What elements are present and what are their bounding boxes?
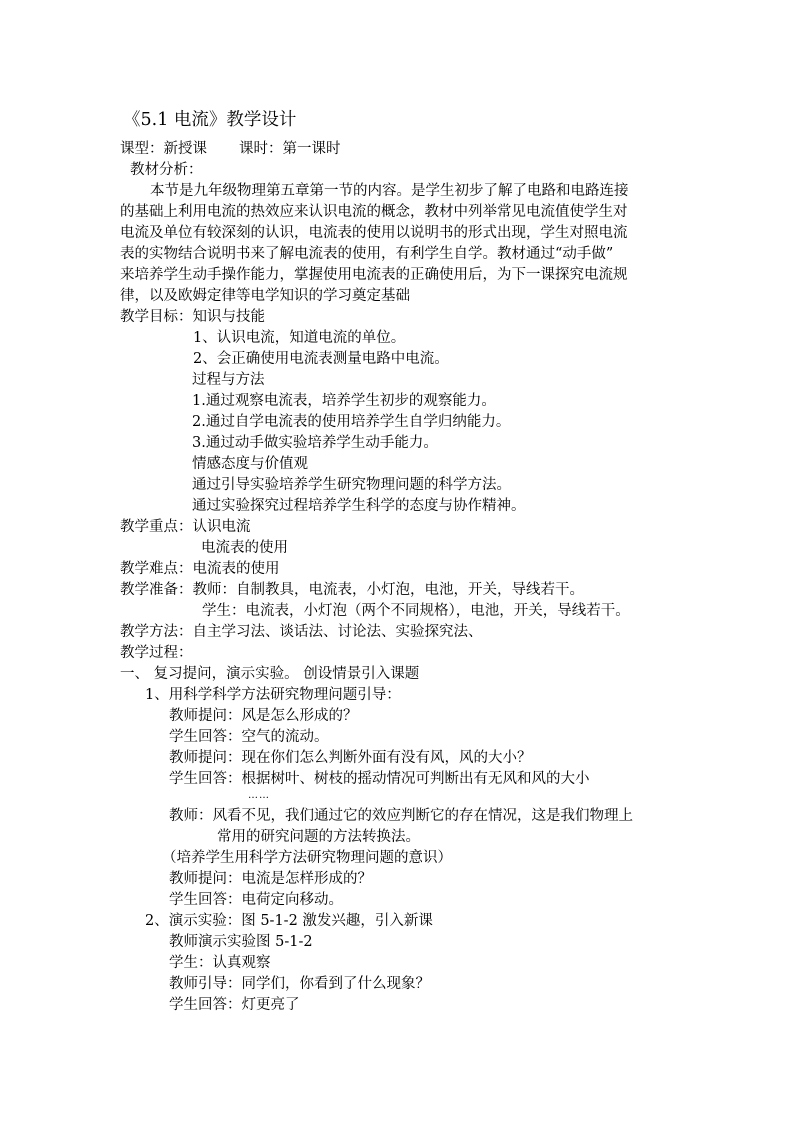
prep-student: 学生：电流表，小灯泡（两个不同规格），电池，开关，导线若干。 [202, 603, 630, 619]
dialog-line: 教师引导：同学们，你看到了什么现象？ [169, 976, 430, 992]
analysis-line: 表的实物结合说明书来了解电流表的使用，有利学生自学。教材通过“动手做” [120, 246, 614, 262]
goal-item: 2.通过自学电流表的使用培养学生自学归纳能力。 [192, 414, 511, 430]
teacher-note: 教师：风看不见，我们通过它的效应判断它的存在情况，这是我们物理上 [169, 808, 633, 824]
prep-teacher: 教学准备：教师：自制教具，电流表，小灯泡，电池，开关，导线若干。 [120, 582, 584, 598]
analysis-line: 的基础上利用电流的热效应来认识电流的概念，教材中列举常见电流值使学生对 [120, 204, 628, 220]
analysis-line: 本节是九年级物理第五章第一节的内容。是学生初步了解了电路和电路连接 [150, 183, 629, 199]
dialog-line: 教师提问：风是怎么形成的？ [169, 708, 358, 724]
dialog-line: 学生回答：电荷定向移动。 [169, 892, 343, 908]
subsection-title: 1、用科学科学方法研究物理问题引导： [145, 687, 401, 703]
dialog-line: 学生回答：灯更亮了 [169, 997, 300, 1013]
dialog-line: 学生回答：空气的流动。 [169, 729, 329, 745]
goal-subheading: 情感态度与价值观 [192, 456, 308, 472]
teacher-note-cont: 常用的研究问题的方法转换法。 [217, 829, 420, 845]
subsection-title: 2、演示实验：图 5-1-2 激发兴趣，引入新课 [145, 913, 433, 929]
goal-item: 通过引导实验培养学生研究物理问题的科学方法。 [192, 477, 511, 493]
goal-subheading: 过程与方法 [192, 372, 265, 388]
goal-item: 1、认识电流，知道电流的单位。 [193, 330, 406, 346]
analysis-line: 来培养学生动手操作能力，掌握使用电流表的正确使用后，为下一课探究电流规 [120, 267, 628, 283]
goal-item: 1.通过观察电流表，培养学生初步的观察能力。 [192, 393, 496, 409]
dialog-line: 教师提问：电流是怎样形成的？ [169, 871, 372, 887]
dialog-line: 教师提问：现在你们怎么判断外面有没有风，风的大小？ [169, 750, 532, 766]
methods: 教学方法：自主学习法、谈话法、讨论法、实验探究法、 [120, 624, 483, 640]
dialog-line: 学生：认真观察 [169, 955, 271, 971]
difficulty: 教学难点：电流表的使用 [120, 561, 280, 577]
key-points-2: 电流表的使用 [201, 540, 288, 556]
process-heading: 教学过程： [120, 645, 193, 661]
analysis-line: 电流及单位有较深刻的认识，电流表的使用以说明书的形式出现，学生对照电流 [120, 225, 628, 241]
goal-item: 2、会正确使用电流表测量电路中电流。 [193, 351, 449, 367]
goal-item: 通过实验探究过程培养学生科学的态度与协作精神。 [192, 498, 526, 514]
doc-title: 《5.1 电流》教学设计 [123, 110, 297, 130]
key-points: 教学重点：认识电流 [120, 519, 251, 535]
goals-label: 教学目标：知识与技能 [120, 309, 265, 325]
goal-item: 3.通过动手做实验培养学生动手能力。 [192, 435, 438, 451]
ellipsis: …… [248, 790, 270, 801]
course-time: 课时：第一课时 [239, 141, 341, 157]
section-title: 一、 复习提问，演示实验。 创设情景引入课题 [120, 666, 420, 682]
note-paren: （培养学生用科学方法研究物理问题的意识） [162, 850, 452, 866]
dialog-line: 教师演示实验图 5-1-2 [169, 934, 313, 950]
course-type: 课型：新授课 [120, 141, 207, 157]
dialog-line: 学生回答：根据树叶、树枝的摇动情况可判断出有无风和风的大小 [169, 771, 590, 787]
analysis-heading: 教材分析： [130, 162, 203, 178]
analysis-line: 律，以及欧姆定律等电学知识的学习奠定基础 [120, 288, 410, 304]
